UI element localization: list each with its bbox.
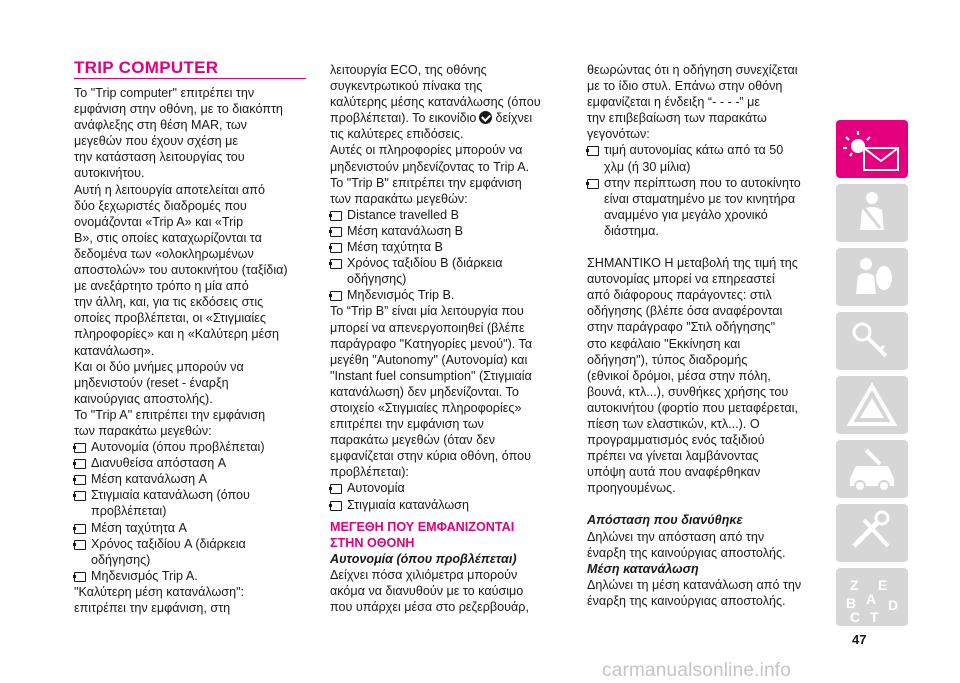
paragraph: Το "Trip B" επιτρέπει την εμφάνιση των παρακάτω μεγεθών: (330, 175, 522, 206)
page-number: 47 (852, 632, 867, 647)
page-title: TRIP COMPUTER (74, 58, 219, 77)
list-item: Μηδενισμός Trip A. (74, 568, 306, 584)
bullet-icon (330, 243, 342, 253)
watermark: carmanualsonline.info (602, 660, 792, 681)
paragraph: θεωρώντας ότι η οδήγηση συνεχίζεται με το ίδιο στυλ. Επάνω στην οθόνη εμφανίζεται η ένδειξη “- - - -” με την επιβεβαίωση των παρακάτω γεγονότων: (587, 63, 798, 142)
paragraph: Δείχνει πόσα χιλιόμετρα μπορούν ακόμα να διανυθούν με το καύσιμο που υπάρχει μέσα στο ρεζερβουάρ, (330, 567, 529, 615)
bullet-icon (330, 484, 342, 494)
list-item: Μέση ταχύτητα A (74, 520, 306, 536)
list-item: Μέση κατανάλωση B (330, 223, 562, 239)
list-item: Μέση κατανάλωση A (74, 471, 306, 487)
bullet-icon (330, 501, 342, 511)
paragraph: "Καλύτερη μέση κατανάλωση": επιτρέπει την εμφάνιση, στη (74, 584, 245, 615)
paragraph: Αυτή η λειτουργία αποτελείται από δύο ξεχωριστές διαδρομές που ονομάζονται «Trip A» και «Trip B», στις οποίες καταχωρίζονται τα δεδομένα των «ολοκληρωμένων αποστολών» του αυτοκινήτου (ταξίδια) με ανεξάρτητο τρόπο η μία από την άλλη, και, για τις εκδόσεις στις οποίες προβλέπεται, οι «Στιγμιαίες πληροφορίες» και η «Καλύτερη μέση κατανάλωση». (74, 182, 288, 358)
paragraph: Αυτές οι πληροφορίες μπορούν να μηδενιστούν μηδενίζοντας το Trip A. (330, 143, 530, 174)
column-2 (330, 62, 562, 615)
tab-emergency[interactable] (836, 376, 908, 434)
bullet-icon (330, 259, 342, 269)
list-item: Διανυθείσα απόσταση A (74, 455, 306, 471)
list-item: Στιγμιαία κατανάλωση (όπου προβλέπεται) (74, 487, 306, 519)
paragraph: Δηλώνει την απόσταση από την έναρξη της καινούργιας αποστολής. (587, 529, 786, 560)
bullet-icon (74, 459, 86, 469)
tab-maintenance[interactable] (836, 440, 908, 498)
list-item: στην περίπτωση που το αυτοκίνητο είναι σταματημένο με τον κινητήρα αναμμένο για μεγάλο χρονικό διάστημα. (587, 175, 819, 239)
bullet-icon (74, 443, 86, 453)
list-item: Χρόνος ταξιδίου A (διάρκεια οδήγησης) (74, 536, 306, 568)
section-heading: ΜΕΓΕΘΗ ΠΟΥ ΕΜΦΑΝΙΖΟΝΤΑΙ ΣΤΗΝ ΟΘΟΝΗ (330, 519, 515, 550)
svg-text:Z: Z (850, 577, 859, 593)
column-1 (74, 58, 306, 616)
chapter-tabs (836, 120, 908, 632)
paragraph: λειτουργία ECO, της οθόνης συγκεντρωτικού πίνακα της καλύτερης μέσης κατανάλωσης (όπου προβλέπεται). Το εικονίδιο δείχνει τις καλύτερες επιδόσεις. (330, 63, 541, 142)
svg-text:C: C (850, 609, 861, 625)
tab-airbag[interactable] (836, 248, 908, 306)
list-item: Αυτονομία (όπου προβλέπεται) (74, 439, 306, 455)
list-item: Μέση ταχύτητα B (330, 239, 562, 255)
list-item: Στιγμιαία κατανάλωση (330, 497, 562, 513)
warning-lamp-envelope-icon (836, 120, 908, 178)
tab-safety[interactable] (836, 184, 908, 242)
paragraph: Και οι δύο μνήμες μπορούν να μηδενιστούν (reset - έναρξη καινούργιας αποστολής). (74, 359, 244, 406)
tab-starting[interactable] (836, 312, 908, 370)
bullet-icon (587, 179, 599, 189)
paragraph: Δηλώνει τη μέση κατανάλωση από την έναρξη της καινούργιας αποστολής. (587, 577, 802, 608)
bullet-icon (74, 524, 86, 534)
tab-warning-lamps[interactable] (836, 120, 908, 178)
svg-text:E: E (878, 577, 888, 593)
svg-text:A: A (866, 591, 877, 607)
tab-index[interactable] (836, 568, 908, 626)
seat-belt-icon (836, 184, 908, 242)
warning-triangle-icon (836, 376, 908, 434)
bullet-icon (330, 227, 342, 237)
bullet-icon (74, 540, 86, 550)
bullet-icon (74, 572, 86, 582)
paragraph: ΣΗΜΑΝΤΙΚΟ Η μεταβολή της τιμή της αυτονομίας μπορεί να επηρεαστεί από διάφορους παράγοντες: στιλ οδήγησης (βλέπε όσα αναφέρονται στην παράγραφο "Στιλ οδήγησης" στο κεφάλαιο "Εκκίνηση και οδήγηση"), τύπος διαδρομής (εθνικοί δρόμοι, μέσα στην πόλη, βουνά, κτλ...), συνθήκες χρήσης του αυτοκινήτου (φορτίο που μεταφέρεται, πίεση των ελαστικών, κτλ...). Ο προγραμματισμός ενός ταξιδιού πρέπει να γίνεται λαμβάνοντας υπόψη αυτά που αναφέρθηκαν προηγουμένως. (587, 256, 798, 496)
bullet-icon (330, 291, 342, 301)
tab-technical[interactable] (836, 504, 908, 562)
column-3 (587, 62, 819, 609)
bullet-icon (74, 475, 86, 485)
sub-heading: Αυτονομία (όπου προβλέπεται) (330, 551, 517, 566)
tools-icon (836, 504, 908, 562)
paragraph: Το “Trip B” είναι μία λειτουργία που μπορεί να απενεργοποιηθεί (βλέπε παράγραφο "Κατηγορίες μενού"). Τα μεγέθη "Autonomy" (Αυτονομία) και "Instant fuel consumption" (Στιγμιαία κατανάλωση) δεν μηδενίζονται. Το στοιχείο «Στιγμιαίες πληροφορίες» επιτρέπει την εμφάνιση των παρακάτω μεγεθών (όταν δεν εμφανίζεται στην κύρια οθόνη, όπου προβλέπεται): (330, 304, 533, 480)
svg-text:T: T (870, 609, 879, 625)
paragraph: Το "Trip A" επιτρέπει την εμφάνιση των παρακάτω μεγεθών: (74, 407, 266, 438)
bullet-icon (587, 146, 599, 156)
bullet-icon (330, 211, 342, 221)
svg-text:D: D (888, 597, 899, 613)
list-item: τιμή αυτονομίας κάτω από τα 50 χλμ (ή 30 μίλια) (587, 142, 819, 174)
list-item: Distance travelled B (330, 207, 562, 223)
list-item: Μηδενισμός Trip B. (330, 287, 562, 303)
sub-heading: Απόσταση που διανύθηκε (587, 513, 743, 528)
paragraph: Το "Trip computer" επιτρέπει την εμφάνιση στην οθόνη, με το διακόπτη ανάφλεξης στη θέση MAR, των μεγεθών που έχουν σχέση με την κατάσταση λειτουργίας του αυτοκινήτου. (74, 86, 283, 181)
list-item: Χρόνος ταξιδίου B (διάρκεια οδήγησης) (330, 255, 562, 287)
wrench-car-icon (836, 440, 908, 498)
car-key-icon (836, 312, 908, 370)
list-item: Αυτονομία (330, 480, 562, 496)
safety-icon (836, 248, 908, 306)
eco-best-icon (479, 111, 492, 124)
sub-heading: Μέση κατανάλωση (587, 561, 699, 576)
index-letters-icon (836, 568, 908, 626)
bullet-icon (74, 491, 86, 501)
svg-text:B: B (846, 595, 857, 611)
title-divider (74, 78, 306, 79)
